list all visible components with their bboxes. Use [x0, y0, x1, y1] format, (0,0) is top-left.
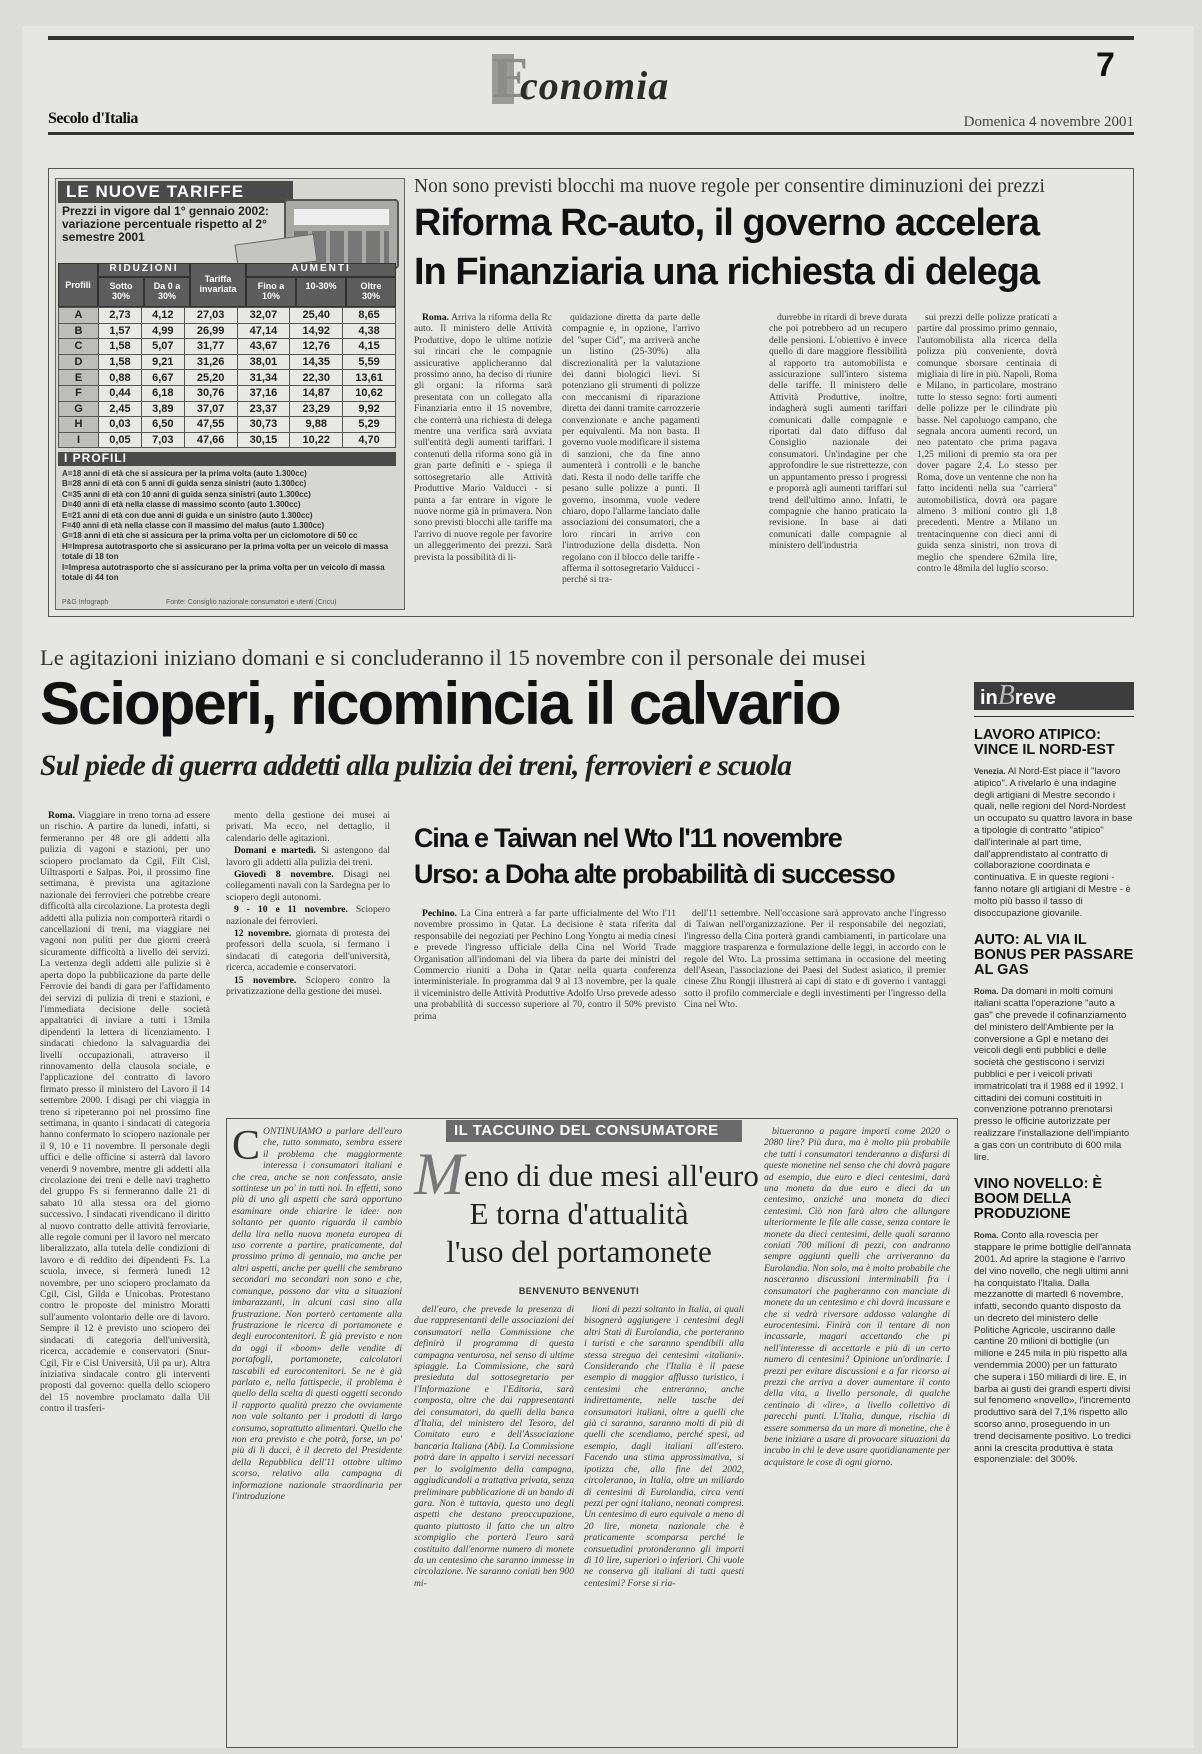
tariff-value: 6,67	[141, 370, 184, 386]
profile-letter: I	[59, 432, 99, 448]
profile-definition: F=40 anni di età nella classe con il massimo del malus (auto 1.300cc)	[62, 521, 325, 531]
rc-column-4: sui prezzi delle polizze praticati a partire dal prossimo primo gennaio, l'automobilista alla ricerca della polizza più conveniente, dovrà comunque sborsare centinaia di migliaia di lire in più. Napoli, Roma e Milano, in particolare, mostrano tutte lo stesso segno: forti aumenti delle polizze per le cilindrate più basse. Nel capoluogo campano, che segnala ancora aumenti record, un neo patentato che prima pagava 1,25 milioni di premio sta ora per dover pagare 2,4. Lo stesso per Roma, dove un ventenne che non ha fatto incidenti nella sua "carriera" automobilistica, dovrà ora pagare almeno 3 milioni contro gli 1,8 precedenti. Mentre a Milano un trentacinquenne con dieci anni di guida senza sinistri, non trova di meglio che spendere 62mila lire, contro le 48mila del luglio scorso.	[917, 312, 1057, 574]
tariff-value: 25,20	[184, 370, 237, 386]
tariff-value: 47,14	[237, 323, 290, 339]
tariff-value: 2,73	[99, 308, 142, 324]
top-rule	[48, 36, 1134, 40]
col-profili: Profili	[58, 263, 98, 307]
col-aumenti: AUMENTI	[246, 263, 396, 277]
profili-list	[62, 469, 396, 583]
taccuino-label: IL TACCUINO DEL CONSUMATORE	[454, 1122, 719, 1139]
profile-definition: A=18 anni di età che si assicura per la prima volta (auto 1.300cc)	[62, 469, 307, 478]
profile-definition: B=28 anni di età con 5 anni di guida senza sinistri (auto 1.300cc)	[62, 479, 307, 489]
col-invariata: Tariffa invariata	[190, 263, 246, 307]
tariffe-row	[59, 401, 396, 417]
profile-definition: H=Impresa autotrasporto che si assicurano per la prima volta per un veicolo di massa totale di 18 ton	[62, 541, 389, 562]
tariff-value: 22,30	[290, 370, 343, 386]
tariff-value: 8,65	[343, 308, 396, 324]
tariffe-subtitle: Prezzi in vigore dal 1° gennaio 2002: variazione percentuale rispetto al 2° semestre 2001	[62, 204, 269, 244]
rc-column-3: durrebbe in ritardi di breve durata che poi potrebbero ad un recupero delle pensioni. L'obiettivo è invece quello di dare maggiore flessibilità al rapporto tra automobilista e assicurazione sull'intero sistema delle tariffe. Il ministero delle Attività Produttive, inoltre, indagherà sugli aumenti tariffari comunicati dalle compagnie e riportati dal dato diffuso dal Consiglio nazionale dei consumatori. Un'indagine per che approfondire le sue ristrettezze, con un appuntamento presso i progressi e proporrà agli aumenti tariffari sul trend dell'ultimo anno. Infatti, le compagnie che hanno praticato la revisione. In base ai dati comunicati dalle compagnie al ministero dell'industria	[769, 312, 907, 552]
breve-item	[974, 933, 1134, 1163]
tariffe-row	[59, 417, 396, 433]
tariff-value: 4,38	[343, 323, 396, 339]
cina-headline-2: Urso: a Doha alte probabilità di successo	[414, 859, 895, 889]
scioperi-subhead: Sul piede di guerra addetti alla pulizia dei treni, ferrovieri e scuola	[40, 750, 792, 782]
scioperi-kicker: Le agitazioni iniziano domani e si concluderanno il 15 novembre con il personale dei musei	[40, 645, 866, 670]
col-riduzioni: RIDUZIONI	[98, 263, 190, 277]
tariff-value: 47,55	[184, 417, 237, 433]
breve-item-text	[974, 986, 1134, 1163]
tariffe-row	[59, 339, 396, 355]
masthead-rule	[48, 132, 1134, 135]
tariff-value: 32,07	[237, 308, 290, 324]
tariff-value: 13,61	[343, 370, 396, 386]
cina-column-2: dell'11 settembre. Nell'occasione sarà approvato anche l'ingresso di Taiwan nell'organizzazione. Per il responsabile dei negoziati, l'ingresso della Cina porterà grandi cambiamenti, in particolare una maggiore trasparenza e formulazione delle leggi, in accordo con le regole del Wto. La prossima settimana in occasione del meeting dell'Asean, l'associazione dei Paesi del Sudest asiatico, il premier cinese Zhu Rongji illustrerà ai capi di stato e di governo i vantaggi sotto il profilo commerciale e degli investimenti per l'ingresso della Cina nel Wto.	[684, 908, 946, 1011]
rc-headline-1: Riforma Rc-auto, il governo accelera	[414, 202, 1039, 244]
tariff-value: 23,37	[237, 401, 290, 417]
tariffe-row	[59, 308, 396, 324]
profile-letter: A	[59, 308, 99, 324]
col-fino-10: Fino a 10%	[246, 277, 296, 307]
profili-title: I PROFILI	[64, 451, 127, 465]
breve-item-title: VINO NOVELLO: È BOOM DELLA PRODUZIONE	[974, 1176, 1103, 1223]
drop-cap: C	[232, 1126, 261, 1169]
tariff-value: 14,87	[290, 385, 343, 401]
profile-letter: E	[59, 370, 99, 386]
tariff-value: 4,15	[343, 339, 396, 355]
tariff-value: 37,16	[237, 385, 290, 401]
tariffe-row	[59, 370, 396, 386]
tariff-value: 5,29	[343, 417, 396, 433]
tariff-value: 31,34	[237, 370, 290, 386]
tariff-value: 30,15	[237, 432, 290, 448]
breve-item	[974, 728, 1134, 919]
breve-item-text	[974, 1230, 1134, 1466]
paper-name: Secolo d'Italia	[48, 110, 138, 127]
tariffe-title: LE NUOVE TARIFFE	[66, 182, 245, 201]
tariff-value: 31,77	[184, 339, 237, 355]
profile-definition: E=21 anni di età con due anni di guida e un sinistro (auto 1.300cc)	[62, 510, 313, 520]
profile-letter: G	[59, 401, 99, 417]
tariff-value: 26,99	[184, 323, 237, 339]
tariffe-row	[59, 354, 396, 370]
tariff-value: 7,03	[141, 432, 184, 448]
taccuino-byline: BENVENUTO BENVENUTI	[518, 1286, 640, 1296]
scioperi-column-2: mento della gestione dei musei ai privati. Ma ecco, nel dettaglio, il calendario delle agitazioni. Domani e martedì. Si astengono dal lavoro gli addetti alla pulizia dei treni. Giovedì 8 novembre. Disagi nei collegamenti navali con la Sardegna per lo sciopero degli autonomi. 9 - 10 e 11 novembre. Sciopero nazionale dei ferrovieri. 12 novembre. giornata di protesta dei professori della scuola, si fermano i sindacati di categoria dell'università, ricerca, accademie e conservatori. 15 novembre. Sciopero contro la privatizzazione della gestione dei musei.	[226, 810, 390, 998]
breve-item-dateline: Venezia.	[974, 767, 1006, 776]
tariff-value: 4,99	[141, 323, 184, 339]
taccuino-headline-1: eno di due mesi all'euro	[464, 1158, 759, 1193]
tariff-value: 31,26	[184, 354, 237, 370]
tariff-value: 23,29	[290, 401, 343, 417]
section-title: conomia	[520, 63, 670, 108]
tariffe-row	[59, 323, 396, 339]
tariff-value: 5,59	[343, 354, 396, 370]
infographic-credit: P&G Infograph	[62, 599, 109, 606]
tariff-value: 10,62	[343, 385, 396, 401]
tariff-value: 3,89	[141, 401, 184, 417]
tariff-value: 14,35	[290, 354, 343, 370]
breve-item-body: Al Nord-Est piace il "lavoro atipico". A rivelarlo è una indagine degli artigiani di Mestre secondo i quali, nelle regioni del Nord-Nordest un occupato su quattro lavora in base a tipologie di contratto "atipico" dall'interinale al part time, dall'apprendistato al contratto di collaborazione coordinata e continuativa. E in queste regioni - fanno notare gli artigiani di Mestre - è molto più basso il tasso di disoccupazione giovanile.	[974, 766, 1133, 919]
col-da-0-30: Da 0 a 30%	[144, 277, 190, 307]
tariff-value: 30,73	[237, 417, 290, 433]
breve-list	[974, 728, 1134, 1746]
tariff-value: 38,01	[237, 354, 290, 370]
scioperi-column-1: Roma. Viaggiare in treno torna ad essere un rischio. A partire da lunedì, infatti, si fermeranno per 48 ore gli addetti alla pulizia di vagoni e stazioni, per uno sciopero proclamato da Cgil, Filt Cisl, Uiltrasporti e Salpas. Poi, il prossimo fine settimana, è prevista una agitazione nazionale dei ferrovieri che potrebbe creare difficoltà alla circolazione. La protesta degli addetti alla pulizia non comporterà ritardi o cancellazioni di treni, ma viaggiare nei vagoni non puliti per due giorni creerà sicuramente difficoltà a livello dei servizi. La vertenza degli addetti alle pulizie si è aperta dopo la pubblicazione da parte delle Ferrovie dei bandi di gara per l'affidamento dei servizi di pulizia di treni e stazioni, e l'immediata decisione delle società appaltatrici di inviare a tutti i 13mila dipendenti la lettera di licenziamento. I sindacati chiedono la salvaguardia dei livelli occupazionali, attraverso il rinnovamento della clausola sociale, e l'applicazione del contratto di lavoro firmato presso il ministero del Lavoro il 14 settembre 2000. I disagi per chi viaggia in treno si ripeteranno poi nel prossimo fine settimana, in quanto i sindacati di categoria hanno confermato lo sciopero nazionale per il 9, 10 e 11 novembre. Il personale degli uffici e delle officine si asterrà dal lavoro venerdì 9 novembre, mentre gli addetti alla circolazione dei treni e delle navi traghetto del gruppo Fs si fermeranno dalle 21 di sabato 10 alla stessa ora del giorno successivo. I sindacati rivendicano il diritto al nuovo contratto delle attività ferroviarie, alle regole comuni per il lavoro nel mercato liberalizzato, alla tutela delle condizioni di lavoro e di reddito dei dipendenti Fs. La scuola, invece, si fermerà lunedì 12 novembre, per uno sciopero proclamato da Cgil, Cisl, Gilda e Unicobas. Protestano contro le proposte del ministro Moratti sull'aumento volontario delle ore di lavoro. Sempre il 12 è previsto uno sciopero dei sindacati di categoria dell'università, ricerca, accademie e conservatori (Snur-Cgil, Fir e Cisl Università, Uil pa ur). Altra iniziativa sindacale contro gli interventi proposti dal governo: quella dello sciopero del 15 novembre proclamato dalla Uil contro il trasferi-	[40, 810, 210, 1415]
profile-letter: H	[59, 417, 99, 433]
taccuino-headline-3: l'uso del portamonete	[446, 1234, 712, 1269]
tariff-value: 12,76	[290, 339, 343, 355]
tariff-value: 0,05	[99, 432, 142, 448]
tariff-value: 0,44	[99, 385, 142, 401]
tariff-value: 10,22	[290, 432, 343, 448]
rc-column-1: Roma. Arriva la riforma della Rc auto. Il ministero delle Attività Produttive, dopo le ultime notizie sui rincari che le compagnie assicurative applicheranno dal prossimo anno, ha deciso di riunire gli organi: la riforma sarà presentata con un collegato alla Finanziaria entro il 15 novembre, che conterrà una richiesta di delega mentre una verifica sarà avviata sull'entità degli aumenti tariffari. I contenuti della riforma sono già in gran parte definiti e - spiega il sottosegretario alle Attività Produttive Mario Valducci - si punta a far entrare in vigore le nuove norme già in primavera. Non sono previsti blocchi alle tariffe ma l'arrivo di nuove regole per favorire un alleggerimento dei prezzi. Sarà prevista la possibilità di li-	[414, 312, 552, 563]
profile-definition: C=35 anni di età con 10 anni di guida senza sinistri (auto 1.300cc)	[62, 489, 311, 499]
tariff-value: 0,03	[99, 417, 142, 433]
tariff-value: 2,45	[99, 401, 142, 417]
taccuino-column-4: bitueranno a pagare importi come 2020 o 2080 lire? Più dura, ma è molto più probabile che tutti i consumatori tenderanno a disfarsi di queste monetine nel senso che chi dovrà pagare ad esempio, due euro e dieci centesimi, darà una moneta da due euro e dieci da un centesimo, anziché una moneta da dieci centesimi. Ciò non farà altro che allungare ulteriormente le file alle casse, senza contare le monete da dieci centesimi, delle quali saranno coniati 700 milioni di pezzi, con andranno sempre aggiunti quelli che arriveranno da Eurolandia. Non solo, ma è molto probabile che nasceranno discussioni interminabili fra i consumatori che pagheranno con manciate di monete da un centesimo e chi dovrà incassare e che si vedrà riversare addosso valanghe di eurocentesimi. Finirà con il tentare di non incassarle, magari accettando che pi nell'interesse di accettarle e più di un certo numero di centesimi? Opinione un'ordinarie. I prezzi per evitare discussioni e a far ricorso ai prezzi che arriva a dover aumentare il conto della vita, a livello personale, di qualche centinaio di «lire», a livello collettivo di parecchi punti. L'Italia, dunque, rischia di essere sommersa da un mare di monetine, che è bene iniziare a usare di provocare situazioni da incubo in chi le deve usare quotidianamente per acquistare le cose di ogni giorno.	[764, 1126, 950, 1468]
tariff-value: 4,70	[343, 432, 396, 448]
tariff-value: 9,21	[141, 354, 184, 370]
tariff-value: 5,07	[141, 339, 184, 355]
infographic-source: Fonte: Consiglio nazionale consumatori e utenti (Cncu)	[166, 599, 337, 606]
tariff-value: 47,66	[184, 432, 237, 448]
tariff-value: 6,18	[141, 385, 184, 401]
page-number: 7	[1096, 46, 1115, 84]
taccuino-headline-initial: M	[414, 1141, 464, 1207]
profile-definition: I=Impresa autotrasporto che si assicurano per la prima volta per un veicolo di massa totale di 44 ton	[62, 562, 385, 583]
col-sotto-30: Sotto 30%	[98, 277, 144, 307]
profile-letter: C	[59, 339, 99, 355]
taccuino-column-3: lioni di pezzi soltanto in Italia, ai quali bisognerà aggiungere i centesimi degli altri Stati di Eurolandia, che porteranno i turisti e che saranno spendibili alla stessa stregua dei centesimi «italiani». Considerando che l'Italia è il paese esempio di maggior afflusso turistico, i centesimi che entreranno, anche indirettamente, nelle tasche dei consumatori italiani, oltre a quelli che già ci saranno, saranno molti di più di quelli che scendiamo, perché spesi, ad esempio, dagli italiani all'estero. Facendo una stima approssimativa, si ipotizza che, alla fine del 2002, circoleranno, in Italia, oltre un miliardo di centesimi di Eurolandia, circa venti pezzi per ogni italiano, neonati compresi. Un centesimo di euro equivale a meno di 20 lire, moneta nazionale che è praticamente scomparsa perché le consuetudini protonderanno gli importi di 10 lire, superiori o inferiori. Chi vuole ne conserva gli italiani di tutti questi centesimi? Forse si ria-	[584, 1304, 744, 1589]
profile-definition: G=18 anni di età che si assicura per la prima volta per un ciclomotore di 50 cc	[62, 531, 358, 541]
tariff-value: 1,58	[99, 339, 142, 355]
tariffe-infographic	[55, 178, 405, 610]
tariff-value: 9,88	[290, 417, 343, 433]
breve-item-dateline: Roma.	[974, 1231, 999, 1241]
breve-item-dateline: Roma.	[974, 987, 999, 997]
tariffe-table	[58, 307, 396, 448]
breve-item	[974, 1177, 1134, 1466]
breve-item-title: LAVORO ATIPICO: VINCE IL NORD-EST	[974, 728, 1115, 758]
tariff-value: 14,92	[290, 323, 343, 339]
rc-headline-2: In Finanziaria una richiesta di delega	[414, 251, 1040, 293]
tariff-value: 30,76	[184, 385, 237, 401]
breve-item-body: Conto alla rovescia per stappare le prime bottiglie dell'annata 2001. Ad aprire la stagione è l'arrivo del vino novello, che negli ultimi anni ha conquistato l'Italia. Dalla mezzanotte di martedì 6 novembre, infatti, secondo quanto disposto da un decreto del ministero delle Politiche Agricole, usciranno dalle cantine 20 milioni di bottiglie (un milione e 245 mila in più rispetto alla vendemmia 2000) per un fatturato che supera i 150 miliardi di lire. E, in barba ai gusti dei grandi esperti divisi sul fenomeno «novello», l'incremento produttivo sarà del 7,1% rispetto allo scorso anno, proseguendo in un trend decisamente positivo. Lo tredici anni la crescita produttiva è stata esponenziale: del 300%.	[974, 1230, 1132, 1466]
tariff-value: 9,92	[343, 401, 396, 417]
cina-column-1: Pechino. La Cina entrerà a far parte ufficialmente del Wto l'11 novembre prossimo in Qatar. La decisione è stata riferita dal responsabile dei negoziati per Pechino Long Yongtu ai media cinesi e prevede l'ingresso ufficiale della Cina nel World Trade Organisation all'indomani del via libera da parte dei ministri del Commercio riuniti a Doha in Qatar nella quarta conferenza interministeriale. In programma dal 9 al 13 novembre, per la quale il viceministro delle Attività Produttive Adolfo Urso prevede adesso una probabilità di successo superiore al 70, contro il 50% previsto prima	[414, 908, 676, 1022]
tariffe-row	[59, 385, 396, 401]
breve-header: inBreve	[980, 680, 1057, 711]
rc-kicker: Non sono previsti blocchi ma nuove regole per consentire diminuzioni dei prezzi	[414, 176, 1045, 197]
tariff-value: 27,03	[184, 308, 237, 324]
tariff-value: 1,58	[99, 354, 142, 370]
issue-date: Domenica 4 novembre 2001	[963, 114, 1134, 130]
tariff-value: 0,88	[99, 370, 142, 386]
tariffe-row	[59, 432, 396, 448]
tariff-value: 6,50	[141, 417, 184, 433]
profile-letter: B	[59, 323, 99, 339]
tariff-value: 4,12	[141, 308, 184, 324]
tariff-value: 37,07	[184, 401, 237, 417]
col-10-30: 10-30%	[296, 277, 346, 307]
taccuino-column-1: CONTINUIAMO a parlare dell'euro che, tutto sommato, sembra essere il problema che maggiormente interessa i consumatori italiani e che crea, anche se non confessato, ansie sottintese un po' in tutti noi. In effetti, sono più di uno gli aspetti che sarà opportuno esaminare onde chiarire le idee: non soltanto per quanto riguarda il cambio della lira nella nuova moneta europea di uso corrente a partire, praticamente, dal prossimo primo di gennaio, ma anche per altri aspetti, anche per quelli che sembrano secondari ma secondari non sono e che, comunque, possono dar vita a situazioni imbarazzanti, in alcuni casi sino alla frustrazione. Non porterò certamente alla frustrazione le ricerca di portamonete e degli eurocontenitori. È già previsto e non da oggi il «boom» delle vendite di portafogli, portamonete, calcolatori tascabili ed eurocontenitori. Se ne è già parlato e, nella fattispecie, il problema è quello della scelta di questi oggetti secondo il rapporto qualità prezzo che ovviamente non vale soltanto per i prodotti di largo consumo, soprattutto alimentari. Quello che non era previsto e che potrà, forse, un po' più di lì ducci, è il decreto del Presidente della Repubblica dell'11 ottobre ultimo scorso, relativo alla campagna di informazione nazionale straordinaria per l'introduzione	[232, 1126, 402, 1502]
profile-definition: D=40 anni di età nella classe di massimo sconto (auto 1.300cc)	[62, 500, 301, 510]
breve-rule	[974, 716, 1134, 717]
breve-item-body: Da domani in molti comuni italiani scatta l'operazione "auto a gas" che prevede il cofinanziamento del ministero dell'Ambiente per la conversione a Gpl e metano dei veicoli degli enti pubblici e delle società che gestiscono i servizi pubblici e per i veicoli privati immatricolati tra il 1988 ed il 1992. I cittadini dei comuni costituiti in convenzione potranno prenotarsi presso le officine autorizzate per realizzare l'installazione dell'impianto a gas con un contributo di 600 mila lire.	[974, 986, 1130, 1163]
breve-item-text	[974, 766, 1134, 919]
breve-item-title: AUTO: AL VIA IL BONUS PER PASSARE AL GAS	[974, 932, 1134, 979]
profile-letter: F	[59, 385, 99, 401]
section-initial: E	[492, 45, 531, 110]
tariff-value: 1,57	[99, 323, 142, 339]
col-oltre-30: Oltre 30%	[346, 277, 396, 307]
rc-column-2: quidazione diretta da parte delle compagnie e, in opzione, l'arrivo del "super Cid", ma arriverà anche un listino (25-30%) alla discrezionalità per la valutazione dei danni biologici lievi. Si potenziano gli strumenti di polizze con meccanismi di riparazione diretta dei danni tramite carrozzerie convenzionate e anche pagamenti per equivalenti. Ma non basta. Il governo vuole modificare il sistema di sanzioni, che da fine anno aumenterà i controlli e le banche dati. Resta il nodo delle tariffe che pesano sulle polizze a punti. Il governo, insomma, vuole vedere chiaro, dopo l'allarme lanciato dalle associazioni dei consumatori, che a loro rincari in arrivo con l'introduzione della disdetta. Non regolano con il blocco delle tariffe - afferma il sottosegretario Valducci - perché si tra-	[562, 312, 700, 586]
scioperi-headline: Scioperi, ricomincia il calvario	[40, 670, 840, 737]
profile-letter: D	[59, 354, 99, 370]
cina-headline-1: Cina e Taiwan nel Wto l'11 novembre	[414, 823, 842, 853]
tariff-value: 43,67	[237, 339, 290, 355]
tariff-value: 25,40	[290, 308, 343, 324]
taccuino-column-2: dell'euro, che prevede la presenza di due rappresentanti delle associazioni dei consumatori nella Commissione che definirà il programma di questa campagna venturosa, nel senso di ultime spiaggie. La Commissione, che sarà presieduta dal sottosegretario per l'Informazione e l'Editoria, sarà composta, oltre che dai rappresentanti dei consumatori, da quelli della banca d'Italia, del ministero del Tesoro, del Comitato euro e dell'Associazione bancaria Italiana (Abi). La Commissione potrà dare in appalto i servizi necessari per lo svolgimento della campagna, aggiudicandoli a trattativa privata, senza preliminare pubblicazione di un bando di gara. Non è tuttavia, questo uno degli aspetti che destano preoccupazione, quanto piuttosto il fatto che un altro scompiglio che porterà l'euro sarà costituito dall'enorme numero di monete da un centesimo che saranno immesse in circolazione. Ne saranno coniati ben 900 mi-	[414, 1304, 574, 1589]
taccuino-headline-2: E torna d'attualità	[469, 1196, 689, 1231]
